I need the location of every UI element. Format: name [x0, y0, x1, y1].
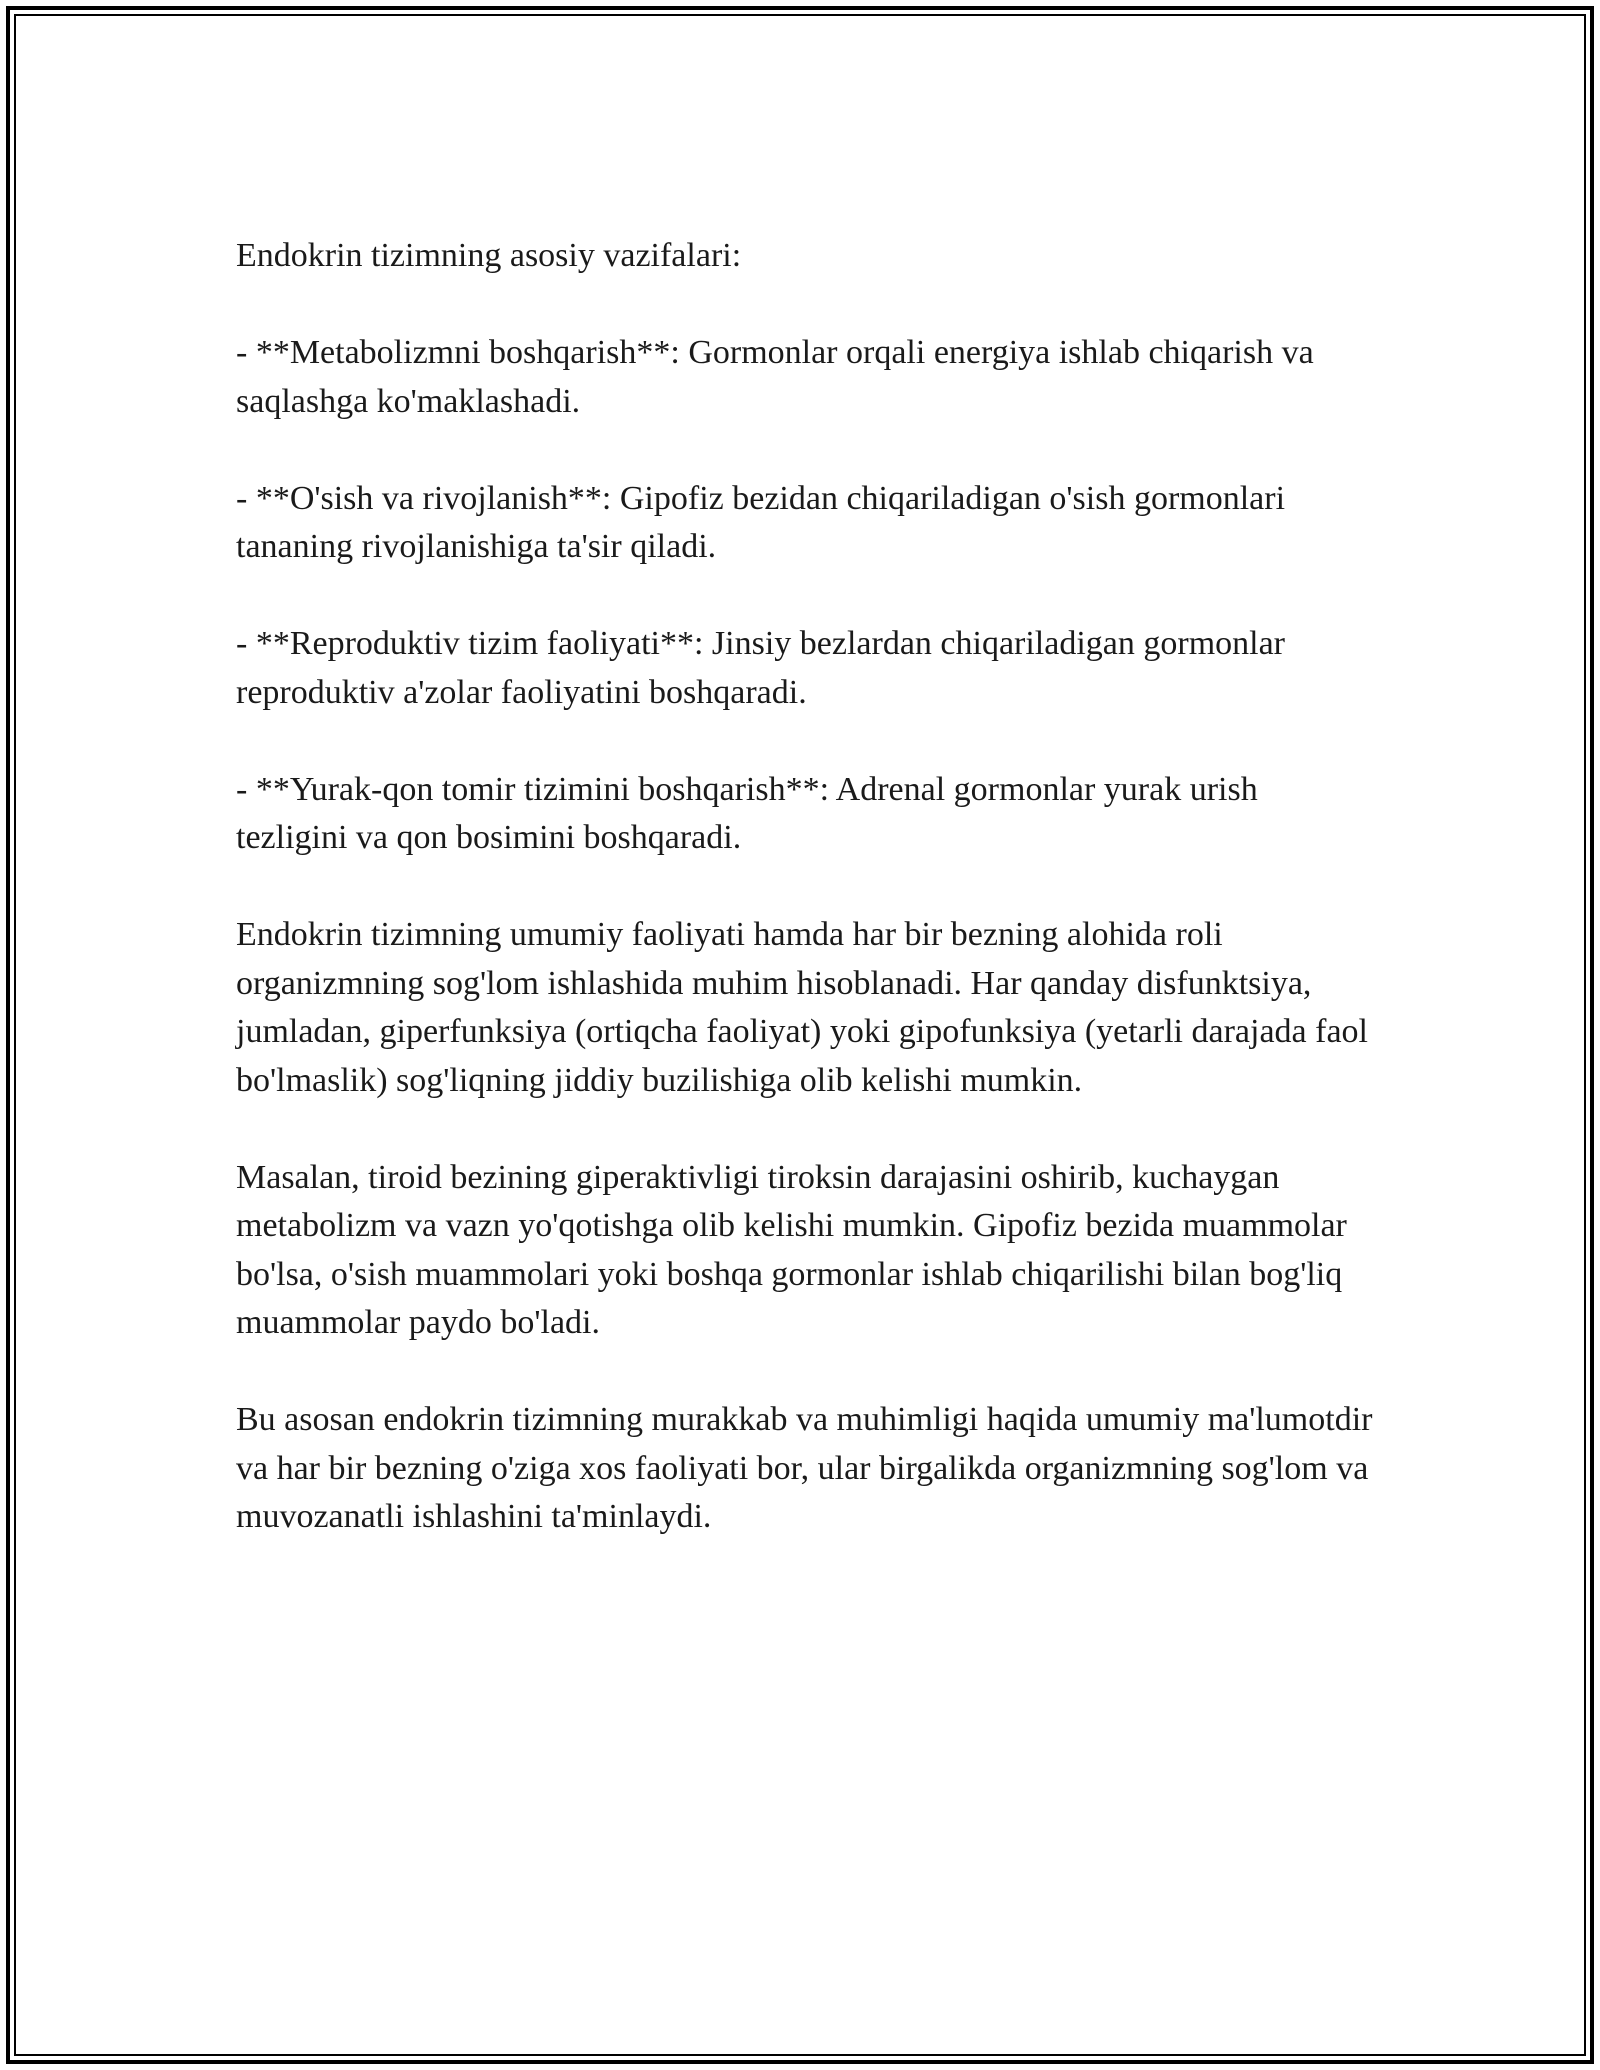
paragraph-conclusion: Bu asosan endokrin tizimning murakkab va muhimligi haqida umumiy ma'lumotdir va har bir bezning o'ziga xos faoliyati bor, ular birgalikda organizmning sog'lom va muvozanatli ishlashini ta'minlaydi. — [236, 1401, 1373, 1535]
document-body — [236, 232, 1376, 1542]
paragraph-overall-function: Endokrin tizimning umumiy faoliyati hamda har bir bezning alohida roli organizmning sog'lom ishlashida muhim hisoblanadi. Har qanday disfunktsiya, jumladan, giperfunksiya (ortiqcha faoliyat) yoki gipofunksiya (yetarli darajada faol bo'lmaslik) sog'liqning jiddiy buzilishiga olib kelishi mumkin. — [236, 916, 1368, 1099]
bullet-cardiovascular: - **Yurak-qon tomir tizimini boshqarish**: Adrenal gormonlar yurak urish tezligini va qon bosimini boshqaradi. — [236, 770, 1258, 856]
bullet-reproductive: - **Reproduktiv tizim faoliyati**: Jinsiy bezlardan chiqariladigan gormonlar reproduktiv a'zolar faoliyatini boshqaradi. — [236, 625, 1286, 711]
paragraph-example: Masalan, tiroid bezining giperaktivligi tiroksin darajasini oshirib, kuchaygan metabolizm va vazn yo'qotishga olib kelishi mumkin. Gipofiz bezida muammolar bo'lsa, o'sish muammolari yoki boshqa gormonlar ishlab chiqarilishi bilan bog'liq muammolar paydo bo'ladi. — [236, 1158, 1347, 1341]
bullet-growth: - **O'sish va rivojlanish**: Gipofiz bezidan chiqariladigan o'sish gormonlari tananing rivojlanishiga ta'sir qiladi. — [236, 479, 1286, 565]
document-heading: Endokrin tizimning asosiy vazifalari: — [236, 237, 742, 274]
bullet-metabolism: - **Metabolizmni boshqarish**: Gormonlar orqali energiya ishlab chiqarish va saqlashga ko'maklashadi. — [236, 334, 1314, 420]
